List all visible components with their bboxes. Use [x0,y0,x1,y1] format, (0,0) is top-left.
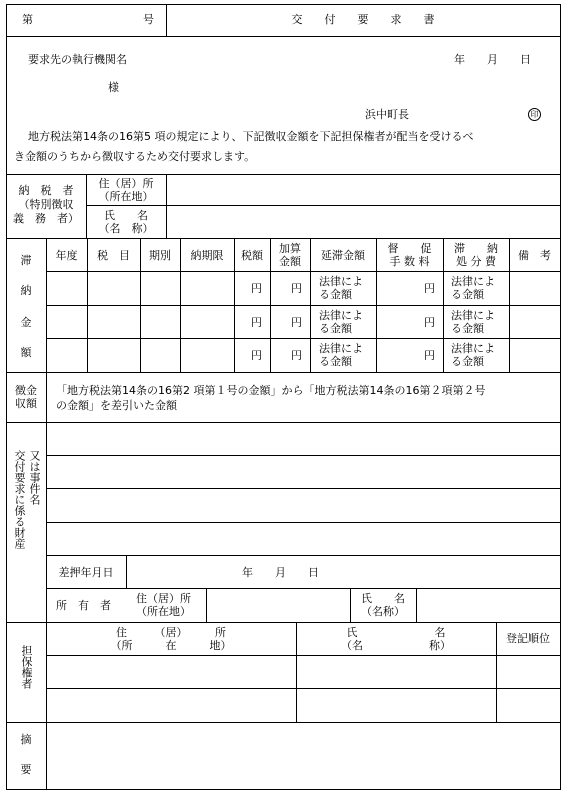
addressee-label: 要求先の執行機関名 [28,53,127,66]
divider [6,36,561,37]
creditor-name-header: 氏 名 [346,626,446,639]
owner-address-label: 住（居）所 [136,592,191,605]
creditors-side-label: 担保権者 [20,645,33,689]
issuer: 浜中町長 [365,108,409,121]
header-tax-amount: 税額 [241,249,263,262]
divider [86,205,561,206]
divider [6,372,561,373]
summary-label-sub: 要 [20,763,32,776]
divider [46,305,561,306]
header-period: 期別 [149,249,171,262]
divider [46,588,561,589]
header-year: 年度 [55,249,78,262]
divider [46,271,561,272]
divider [46,688,561,689]
yen-unit: 円 [424,282,435,295]
legal-amount-note: 法律によ [451,275,495,288]
header-additional: 加算 [279,242,301,255]
divider [6,422,561,423]
header-collection-fee-sub: 手 数 料 [389,255,430,268]
legal-amount-note: 法律によ [451,342,495,355]
divider [46,655,561,656]
legal-amount-note-sub: る金額 [451,322,484,335]
taxpayer-label-sub: 義 務 者） [13,212,79,225]
collection-amount-text-sub: の金額」を差引いた金額 [56,399,177,412]
divider [46,488,561,489]
yen-unit: 円 [424,316,435,329]
date-label: 年 月 日 [454,53,531,66]
header-remarks: 備 考 [518,249,551,262]
taxpayer-name-label-sub: （名 称） [98,222,154,235]
collection-amount-text: 「地方税法第14条の16第2 項第１号の金額」から「地方税法第14条の16第２項第２号 [56,384,486,397]
header-disposition-fee-sub: 処 分 費 [456,255,496,268]
yen-unit: 円 [291,282,302,295]
number-label: 第 号 [22,13,154,26]
owner-label: 所 有 者 [56,599,111,612]
border-top [6,4,561,5]
creditor-rank-header: 登記順位 [506,632,550,645]
divider [46,372,47,422]
divider [46,455,561,456]
body-text-line1: 地方税法第14条の16第5 項の規定により、下記徴収金額を下記担保権者が配当を受けるべ [28,130,474,143]
divider [46,338,561,339]
divider [206,588,207,622]
arrears-side-char: 納 [20,284,32,297]
legal-amount-note-sub: る金額 [319,322,352,335]
border-right [560,4,561,789]
arrears-side-char: 額 [20,346,32,359]
summary-label: 摘 [20,733,32,746]
legal-amount-note-sub: る金額 [319,355,352,368]
divider [6,238,561,239]
owner-name-label: 氏 名 [361,592,405,605]
form-title: 交 付 要 求 書 [291,13,435,26]
collection-amount-label: 徴金 [15,384,37,397]
yen-unit: 円 [291,349,302,362]
creditor-address-header-sub: （所 在 地） [110,639,232,652]
divider [46,722,47,789]
header-due-date: 納期限 [190,249,224,262]
taxpayer-label: 納 税 者 [18,184,74,197]
legal-amount-note: 法律によ [319,309,363,322]
body-text-line2: き金額のうちから徴収するため交付要求します。 [14,150,256,163]
legal-amount-note-sub: る金額 [319,288,352,301]
creditor-address-header: 住 （居） 所 [116,626,226,639]
yen-unit: 円 [251,282,262,295]
divider [46,555,561,556]
taxpayer-address-label: 住（居）所 [98,177,154,190]
taxpayer-label-sub: （特別徴収 [18,198,74,211]
property-side-label: 交付要求に係る財産 [13,450,26,549]
taxpayer-address-label-sub: （所在地） [98,190,154,203]
legal-amount-note: 法律によ [451,309,495,322]
creditor-name-header-sub: （名 称） [341,639,451,652]
divider [6,174,561,175]
owner-name-label-sub: （名称） [361,605,405,618]
seizure-date-label: 差押年月日 [58,566,114,579]
header-additional-sub: 金額 [279,255,301,268]
seizure-date-value: 年 月 日 [242,566,319,579]
divider [6,722,561,723]
legal-amount-note: 法律によ [319,342,363,355]
legal-amount-note-sub: る金額 [451,355,484,368]
yen-unit: 円 [251,316,262,329]
header-disposition-fee: 滞 納 [454,242,498,255]
legal-amount-note-sub: る金額 [451,288,484,301]
arrears-side-char: 金 [20,316,32,329]
divider [6,622,561,623]
owner-address-label-sub: （所在地） [136,605,191,618]
yen-unit: 円 [251,349,262,362]
yen-unit: 円 [424,349,435,362]
divider [166,174,167,238]
divider [46,422,47,622]
taxpayer-name-label: 氏 名 [104,209,148,222]
arrears-side-char: 滞 [20,254,32,267]
header-tax-item: 税 目 [97,249,130,262]
legal-amount-note: 法律によ [319,275,363,288]
yen-unit: 円 [291,316,302,329]
header-collection-fee: 督 促 [387,242,432,255]
header-delinquency: 延滞金額 [321,249,365,262]
seal-mark: 印 [528,108,541,121]
honorific: 様 [108,81,119,94]
property-side-sublabel: 又は事件名 [28,450,41,505]
collection-amount-label-sub: 収額 [15,397,37,410]
border-bottom [6,789,561,790]
divider [46,522,561,523]
divider [416,588,417,622]
divider [126,555,127,588]
